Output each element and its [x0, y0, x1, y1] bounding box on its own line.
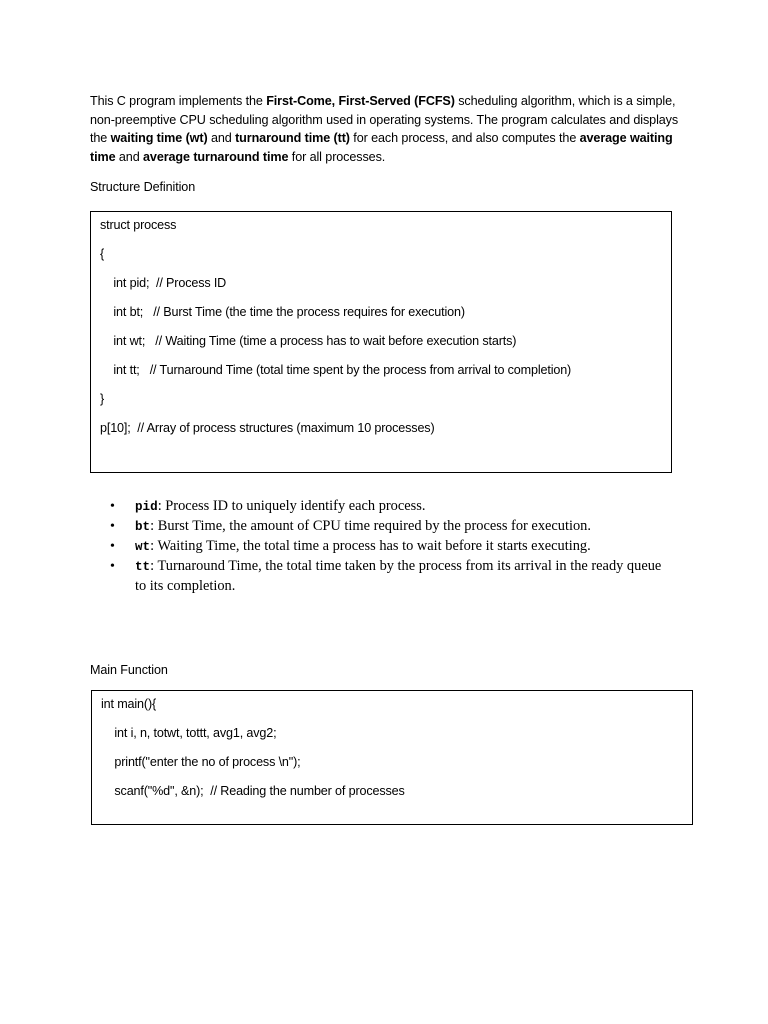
list-item: [108, 557, 668, 596]
code-line: int i, n, totwt, tottt, avg1, avg2;: [101, 726, 277, 740]
code-line: int pid; // Process ID: [100, 276, 227, 290]
code-line: int bt; // Burst Time (the time the process requires for execution): [100, 305, 465, 319]
field-name: wt: [135, 540, 151, 554]
intro-bold-average-waiting-time: average waiting time: [90, 131, 673, 164]
bullet-icon: •: [110, 539, 115, 554]
code-line: printf("enter the no of process \n");: [101, 755, 301, 769]
intro-bold-waiting-time: waiting time (wt): [110, 131, 208, 146]
intro-text-5: and: [115, 149, 144, 164]
code-line: int tt; // Turnaround Time (total time spent by the process from arrival to completion): [100, 363, 572, 377]
code-line: }: [100, 392, 105, 406]
code-line: p[10]; // Array of process structures (maximum 10 processes): [100, 421, 435, 435]
code-line: struct process: [100, 218, 177, 232]
list-item: [108, 537, 668, 557]
bullet-icon: •: [110, 499, 115, 514]
intro-paragraph: [90, 92, 682, 166]
code-line: {: [100, 247, 105, 261]
structure-code-box: [90, 211, 672, 473]
code-line: int wt; // Waiting Time (time a process has to wait before execution starts): [100, 334, 517, 348]
structure-definition-heading: Structure Definition: [90, 180, 196, 194]
code-line: int main(){: [101, 697, 157, 711]
main-function-heading: Main Function: [90, 663, 168, 677]
intro-text-4: for each process, and also computes the: [349, 131, 580, 146]
intro-text-1: This C program implements the: [90, 94, 267, 108]
intro-bold-average-turnaround-time: average turnaround time: [143, 149, 289, 164]
main-code-box: [91, 690, 693, 825]
intro-bold-fcfs: First-Come, First-Served (FCFS): [266, 94, 455, 108]
bullet-icon: •: [110, 559, 115, 574]
intro-text-3: and: [207, 131, 236, 146]
field-description: : Turnaround Time, the total time taken by the process from its arrival in the ready queue to its completion.: [135, 558, 662, 594]
field-name: tt: [135, 560, 151, 574]
field-name: bt: [135, 520, 151, 534]
field-description-list: [108, 497, 668, 596]
field-description: : Process ID to uniquely identify each process.: [157, 498, 426, 514]
intro-text-6: for all processes.: [288, 149, 386, 164]
field-description: : Burst Time, the amount of CPU time required by the process for execution.: [150, 518, 591, 534]
list-item: [108, 517, 668, 537]
code-line: scanf("%d", &n); // Reading the number of processes: [101, 784, 405, 798]
intro-text-2: scheduling algorithm, which is a simple, non-preemptive CPU scheduling algorithm used in operating systems. The program calculates and displays the: [90, 94, 679, 146]
intro-bold-turnaround-time: turnaround time (tt): [235, 131, 350, 146]
list-item: [108, 497, 668, 517]
field-name: pid: [135, 500, 158, 514]
bullet-icon: •: [110, 519, 115, 534]
field-description: : Waiting Time, the total time a process has to wait before it starts executing.: [150, 538, 591, 554]
